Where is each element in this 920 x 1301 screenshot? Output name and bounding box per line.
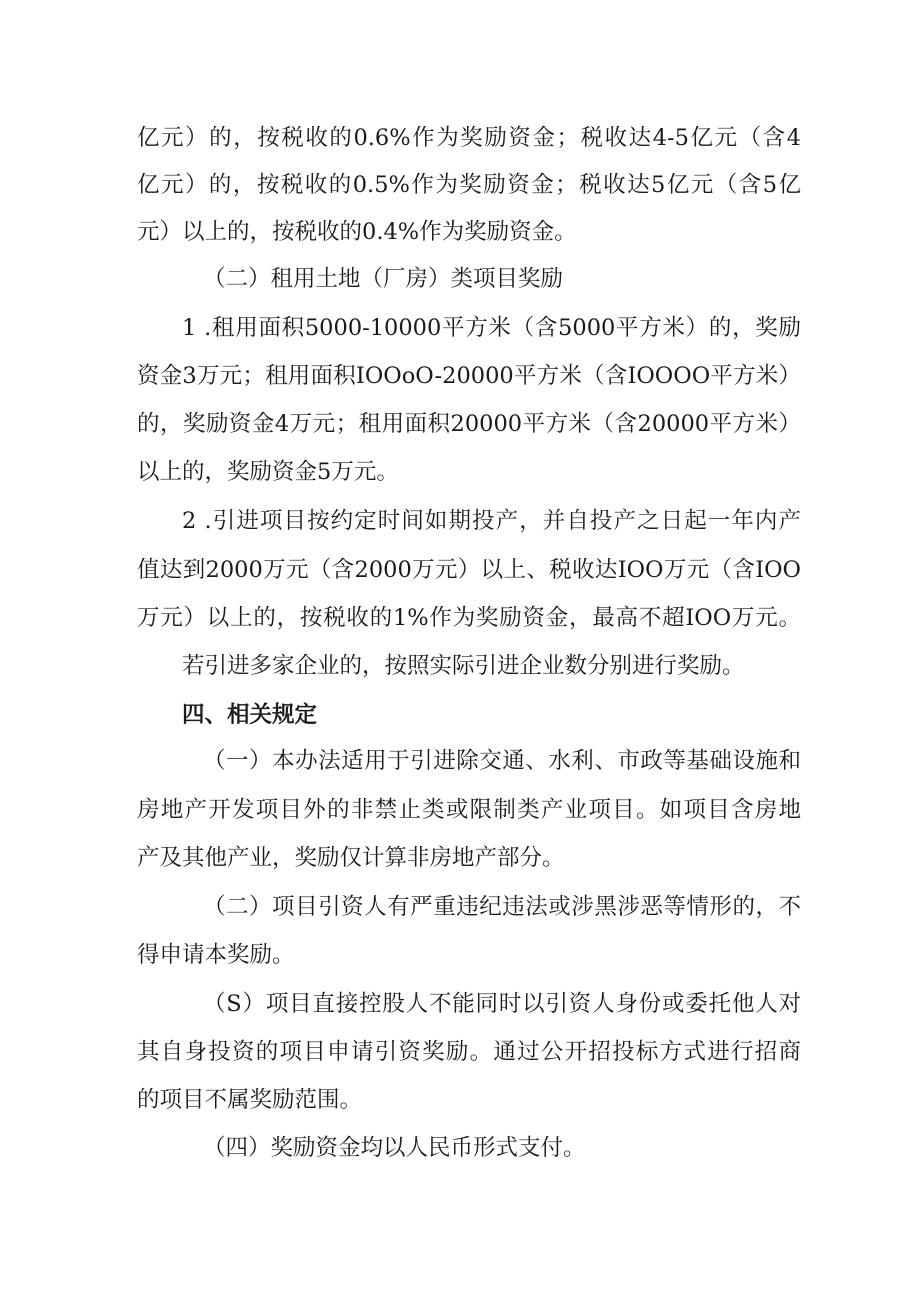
paragraph-line: 亿元）的，按税收的0.6%作为奖励资金；税收达4-5亿元（含4 bbox=[137, 125, 801, 151]
paragraph-line: 1 .租用面积5000-10000平方米（含5000平方米）的，奖励 bbox=[182, 315, 801, 341]
paragraph-line: 值达到2000万元（含2000万元）以上、税收达IOO万元（含IOO bbox=[137, 557, 801, 583]
paragraph-line: （一）本办法适用于引进除交通、水利、市政等基础设施和 bbox=[203, 748, 801, 774]
paragraph-line: 万元）以上的，按税收的1%作为奖励资金，最高不超IOO万元。 bbox=[137, 605, 801, 631]
paragraph-line: 以上的，奖励资金5万元。 bbox=[137, 459, 399, 485]
paragraph-line: 若引进多家企业的，按照实际引进企业数分别进行奖励。 bbox=[182, 653, 745, 679]
paragraph-line: 的，奖励资金4万元；租用面积20000平方米（含20000平方米） bbox=[137, 411, 801, 437]
paragraph-line: （二）项目引资人有严重违纪违法或涉黑涉恶等情形的，不 bbox=[203, 894, 801, 920]
paragraph-line: 房地产开发项目外的非禁止类或限制类产业项目。如项目含房地 bbox=[137, 797, 801, 823]
paragraph-line: 2 .引进项目按约定时间如期投产，并自投产之日起一年内产 bbox=[182, 508, 801, 534]
paragraph-line: 的项目不属奖励范围。 bbox=[137, 1087, 363, 1113]
paragraph-line: 得申请本奖励。 bbox=[137, 942, 295, 968]
paragraph-line: 元）以上的，按税收的0.4%作为奖励资金。 bbox=[137, 219, 577, 245]
section-subheading: （二）租用土地（厂房）类项目奖励 bbox=[203, 266, 564, 292]
paragraph-line: 其自身投资的项目申请引资奖励。通过公开招投标方式进行招商 bbox=[137, 1039, 801, 1065]
section-heading: 四、相关规定 bbox=[182, 702, 318, 728]
paragraph-line: 产及其他产业，奖励仅计算非房地产部分。 bbox=[137, 845, 565, 871]
paragraph-line: 亿元）的，按税收的0.5%作为奖励资金；税收达5亿元（含5亿 bbox=[137, 172, 801, 198]
paragraph-line: （四）奖励资金均以人民币形式支付。 bbox=[203, 1135, 586, 1161]
paragraph-line: （S）项目直接控股人不能同时以引资人身份或委托他人对 bbox=[203, 991, 801, 1017]
paragraph-line: 资金3万元；租用面积IOOoO-20000平方米（含IOOOO平方米） bbox=[137, 363, 801, 389]
